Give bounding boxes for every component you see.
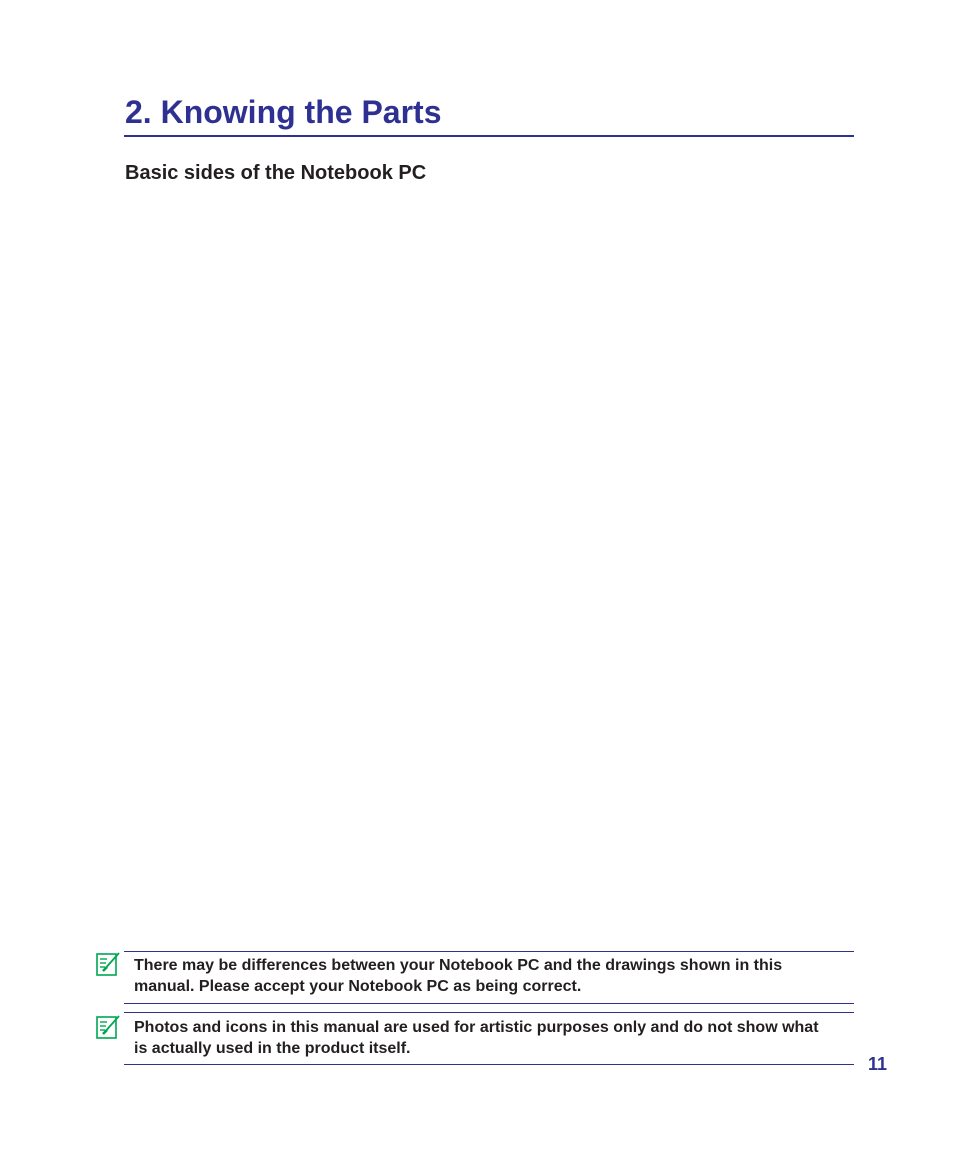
note-bottom-rule [124, 1064, 854, 1065]
page-number: 11 [868, 1054, 888, 1074]
note-bottom-rule [124, 1003, 854, 1004]
note-top-rule [124, 1012, 854, 1013]
chapter-title: 2. Knowing the Parts [125, 94, 442, 130]
note-pencil-icon [95, 951, 121, 977]
note-top-rule [124, 951, 854, 952]
note-text: There may be differences between your Notebook PC and the drawings shown in this manual. Please accept your Notebook PC as being correct. [134, 957, 783, 995]
title-rule [124, 135, 854, 137]
note-pencil-icon [95, 1014, 121, 1040]
section-heading: Basic sides of the Notebook PC [125, 162, 427, 184]
note-text: Photos and icons in this manual are used for artistic purposes only and do not show what is actually used in the product itself. [134, 1019, 819, 1057]
